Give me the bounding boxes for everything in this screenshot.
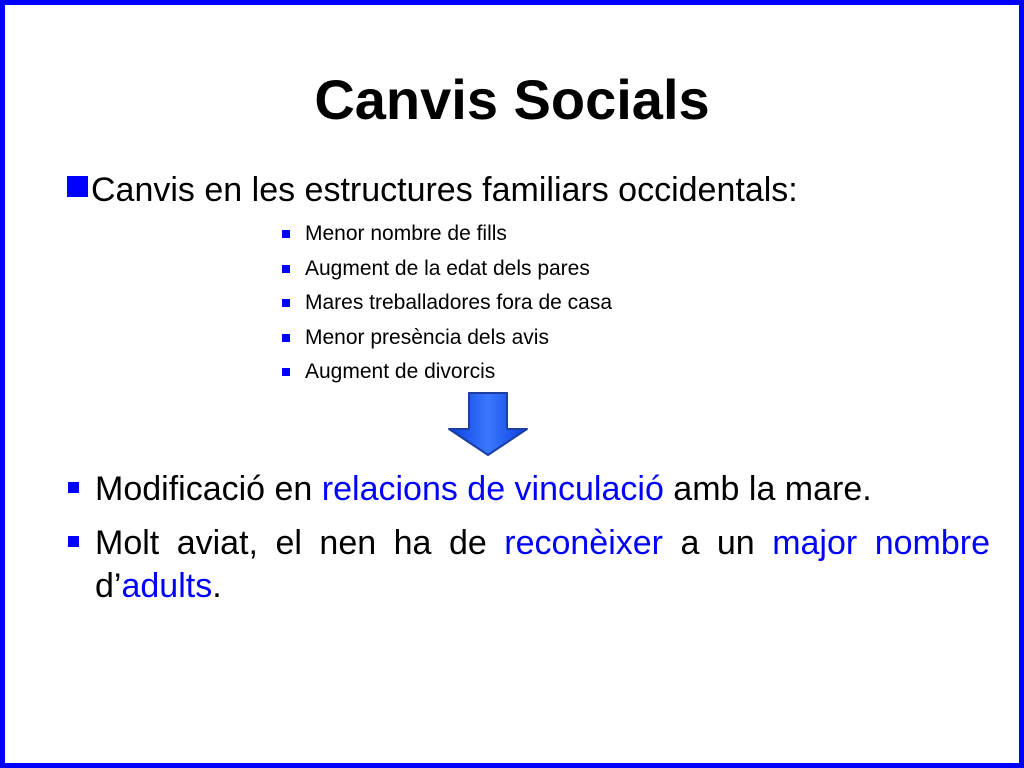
sub-point (279, 252, 612, 287)
square-bullet-icon (282, 299, 290, 307)
sub-point-text: Mares treballadores fora de casa (305, 291, 612, 314)
sub-point (279, 321, 612, 356)
point-text: Molt aviat, el nen ha de (95, 524, 505, 562)
main-point-text: Canvis en les estructures familiars occidentals: (91, 171, 798, 209)
square-bullet-icon (282, 334, 290, 342)
point-text: . (212, 567, 222, 605)
highlight-text: adults (121, 567, 213, 605)
square-bullet-icon (282, 265, 290, 273)
sub-point-text: Augment de la edat dels pares (305, 256, 590, 280)
main-point (67, 168, 798, 212)
point-text: amb la mare. (663, 470, 872, 508)
square-bullet-icon (282, 230, 290, 238)
highlight-text: reconèixer (504, 524, 663, 562)
down-arrow-icon (445, 391, 531, 457)
highlight-text: relacions de vinculació (321, 470, 664, 508)
point-molt-aviat (67, 522, 990, 608)
sub-point (279, 286, 612, 321)
slide-title: Canvis Socials (314, 68, 710, 131)
point-text: Modificació en (95, 470, 322, 508)
point-text: a un (663, 524, 773, 562)
square-bullet-icon (282, 368, 290, 376)
sub-point-text: Augment de divorcis (305, 360, 496, 383)
sub-point-text: Menor presència dels avis (305, 325, 549, 349)
main-points (67, 468, 990, 619)
sub-point-text: Menor nombre de fills (305, 222, 507, 245)
sub-point (279, 217, 612, 252)
square-bullet-icon (67, 176, 88, 197)
point-text: d’ (95, 567, 122, 605)
sub-point-list (279, 217, 612, 390)
highlight-text: major nombre (772, 524, 990, 562)
sub-point (279, 355, 612, 390)
square-bullet-icon (68, 536, 79, 547)
square-bullet-icon (68, 482, 79, 493)
point-modificacio (67, 468, 990, 511)
